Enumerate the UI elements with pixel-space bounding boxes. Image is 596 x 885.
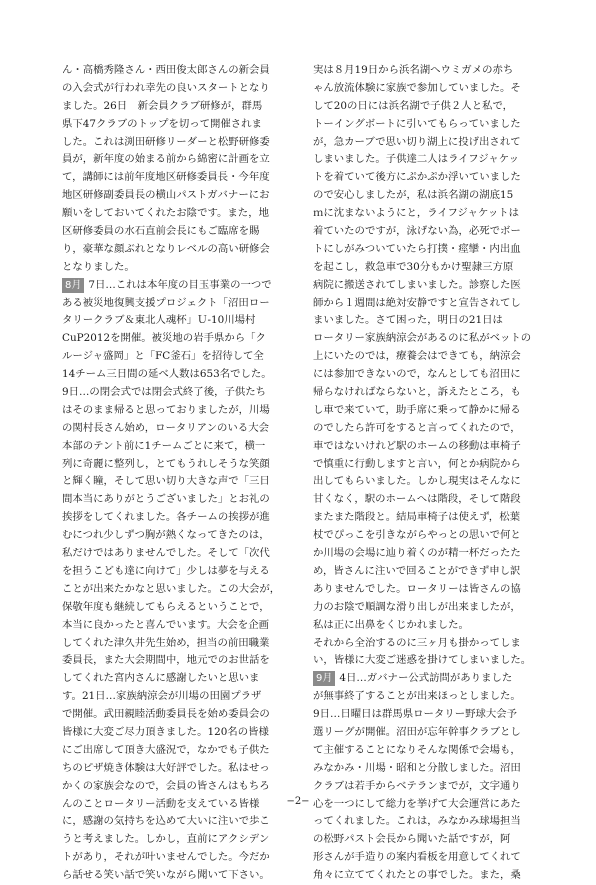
right-text-column <box>313 62 549 885</box>
month-heading-line <box>313 670 549 688</box>
text-line: 心を一つにして総力を挙げて大会運営にあた <box>313 797 521 810</box>
text-line: 甘くなく，駅のホームへは階段，そして階段 <box>313 493 521 506</box>
text-line: 出してもらいました。しかし現実はそんなに <box>313 475 521 488</box>
text-line: め，皆さんに注いで回ることができず申し訳 <box>313 564 521 577</box>
text-line: 地区研修副委員長の横山パストガバナーにお <box>62 189 270 202</box>
text-line: 区研修委員の水石直前会長にもご臨席を賜 <box>62 225 260 238</box>
text-line: 県下47クラブのトップを切って開催されま <box>62 117 262 130</box>
text-line: 9日…の閉会式では閉会式終了後，子供たち <box>62 386 267 399</box>
text-line: 上にいたのでは，療養会はできても，納涼会 <box>313 350 521 363</box>
text-line: にご出席して頂き大盛況で，なかでも子供た <box>62 743 270 756</box>
page-number: −2− <box>286 796 310 807</box>
text-line: ました。26日 新会員クラブ研修が，群馬 <box>62 99 263 112</box>
text-line: 形さんが手造りの案内看板を用意してくれて <box>313 851 521 864</box>
text-line: 委員長，また大会期間中，地元でのお世話を <box>62 654 270 667</box>
month-badge-september: 9月 <box>313 671 335 686</box>
text-line: の松野パスト会長から聞いた話ですが，阿 <box>313 833 511 846</box>
text-line: り，豪華な顔ぶれとなりレベルの高い研修会 <box>62 242 270 255</box>
text-line: 本部のテント前に1チームごとに来て，横一 <box>62 439 266 452</box>
text-line: うと考えました。しかし，直前にアクシデン <box>62 833 270 846</box>
text-line: トにしがみついていたら打撲・痙攣・内出血 <box>313 242 521 255</box>
text-line: ありませんでした。ロータリーは皆さんの協 <box>313 582 521 595</box>
text-line: 選リーグが開催。沼田が忘年幹事クラブとし <box>313 725 521 738</box>
text-line: タリークラブ＆東北人魂杯」Ｕ‐10川場村 <box>62 314 256 327</box>
text-line: 願いをしておいてくれたお陰です。また，地 <box>62 207 269 220</box>
text-line: 4日…ガバナー公式訪問がありました <box>339 672 513 685</box>
text-line: かくの家族会なので，会員の皆さんはもちろ <box>62 779 270 792</box>
text-line: ら話せる笑い話で笑いながら聞いて下さい。 <box>62 869 270 882</box>
text-line: トを着ていて後方にぷかぷか浮いていました <box>313 171 521 184</box>
text-line: 員が，新年度の始まる前から綿密に計画を立 <box>62 153 270 166</box>
text-line: のでしたら許可をすると言ってくれたので， <box>313 421 521 434</box>
text-line: 私だけではありませんでした。そして「次代 <box>62 547 270 560</box>
text-line: ことが出来たかなと思いました。この大会が， <box>62 582 281 595</box>
text-line: か川場の会場に辿り着くのが精一杯だったた <box>313 547 521 560</box>
text-line: 7日…これは本年度の目玉事業の一つで <box>88 278 272 291</box>
text-line: の関村長さん始め，ロータリアンのいる大会 <box>62 421 269 434</box>
text-line: し車で来ていて，助手席に乗って静かに帰る <box>313 403 521 416</box>
text-line: 杖でぴっこを引きながらやっとの思いで何と <box>313 529 521 542</box>
text-line: ので安心しましたが，私は浜名湖の湖底15 <box>313 189 514 202</box>
text-line: 師から１週間は絶対安静ですと宣告されてし <box>313 296 521 309</box>
text-line: で慎重に行動しますと言い，何とか病院から <box>313 457 521 470</box>
text-line: 病院に搬送されてしまいました。診察した医 <box>313 278 521 291</box>
text-line: むにつれ少しずつ胸が熱くなってきたのは， <box>62 529 270 542</box>
text-line: 14チーム三日間の延べ人数は653名でした。 <box>62 368 272 381</box>
text-line: ちのピザ焼き体験は大好評でした。私はせっ <box>62 761 270 774</box>
text-line: となりました。 <box>62 260 135 273</box>
text-line: 角々に立ててくれたとの事でした。また，桑 <box>313 869 521 882</box>
text-line: ゃん放流体験に家族で参加していました。そ <box>313 81 521 94</box>
text-line: CuP2012を開催。被災地の岩手県から「ク <box>62 332 266 345</box>
text-line: 力のお陰で順調な滑り出しが出来ましたが， <box>313 600 521 613</box>
text-line: ってくれました。これは，みなかみ球場担当 <box>313 815 521 828</box>
text-line: す。21日…家族納涼会が川場の田園プラザ <box>62 690 262 703</box>
text-line: 9日…日曜日は群馬県ロータリー野球大会予 <box>313 708 518 721</box>
text-line: には参加できないので，なんとしても沼田に <box>313 368 521 381</box>
text-line: で開催。武田親睦活動委員長を始め委員会の <box>62 708 270 721</box>
text-line: ある被災地復興支援プロジェクト「沼田ロー <box>62 296 270 309</box>
text-line: て，講師には前年度地区研修委員長・今年度 <box>62 171 270 184</box>
text-line: が，急カーブで思い切り湖上に投げ出されて <box>313 135 521 148</box>
text-line: ルージャ盛岡」と「FC釜石」を招待して全 <box>62 350 264 363</box>
text-line: 挨拶をしてくれました。各チームの挨拶が進 <box>62 511 270 524</box>
text-line: 車ではないけれど駅のホームの移動は車椅子 <box>313 439 521 452</box>
text-line: して20の日には浜名湖で子供２人と私で， <box>313 99 514 112</box>
text-line: んのことロータリー活動を支えている皆様 <box>62 797 260 810</box>
text-line: い，皆様に大変ご迷惑を掛けてしまいました。 <box>313 654 532 667</box>
text-line: トーイングボートに引いてもらっていました <box>313 117 521 130</box>
text-line: した。これは渕田研修リーダーと松野研修委 <box>62 135 270 148</box>
text-line: してくれた津久井先生始め，担当の前田職業 <box>62 636 270 649</box>
text-line: トがあり，それが叶いませんでした。今だか <box>62 851 270 864</box>
text-line: と輝く瞳，そして思い切り大きな声で「三日 <box>62 475 270 488</box>
text-line: が無事終了することが出来ほっとしました。 <box>313 690 521 703</box>
text-line: ｍに沈まないようにと，ライフジャケットは <box>313 207 520 220</box>
text-line: て主催することになりそんな関係で会場も， <box>313 743 521 756</box>
text-line: まいました。さて困った，明日の21日は <box>313 314 503 327</box>
text-line: 私は正に出鼻をくじかれました。 <box>313 618 469 631</box>
text-line: クラブは若手からベテランまでが，文字通り <box>313 779 521 792</box>
text-line: に，感謝の気持ちを込めて大いに注いで歩こ <box>62 815 270 828</box>
left-text-column <box>62 62 298 885</box>
text-line: の入会式が行われ幸先の良いスタートとなり <box>62 81 270 94</box>
text-line: を担うこども達に向けて」少しは夢を与える <box>62 564 270 577</box>
text-line: ん・高橋秀隆さん・西田俊太郎さんの新会員 <box>62 64 270 76</box>
month-heading-line <box>62 277 298 295</box>
text-line: してくれた宮内さんに感謝したいと思いま <box>62 672 260 685</box>
text-line: 本当に良かったと喜んでいます。大会を企画 <box>62 618 269 631</box>
text-line: またまた階段と。結局車椅子は使えず，松葉 <box>313 511 520 524</box>
text-line: を起こし，救急車で30分もかけ聖隷三方原 <box>313 260 514 273</box>
text-line: みなかみ・川場・昭和と分散しました。沼田 <box>313 761 521 774</box>
text-line: 皆様に大変ご尽力頂きました。120名の皆様 <box>62 725 269 738</box>
text-line: 実は８月19日から浜名湖へウミガメの赤ち <box>313 64 514 76</box>
text-line: しまいました。子供達二人はライフジャケッ <box>313 153 520 166</box>
text-line: 列に奇麗に整列し，とてもうれしそうな笑顔 <box>62 457 270 470</box>
text-line: 着ていたのですが，泳げない為，必死でボー <box>313 225 521 238</box>
text-line: はそのまま帰ると思っておりましたが，川場 <box>62 403 270 416</box>
text-line: 間本当にありがとうございました」とお礼の <box>62 493 270 506</box>
text-line: 保敬年度も継続してもらえるということで， <box>62 600 270 613</box>
month-badge-august: 8月 <box>62 278 84 293</box>
text-line: それから全治するのに三ヶ月も掛かってしま <box>313 636 521 649</box>
text-line: ロータリー家族納涼会があるのに私がベットの <box>313 332 532 345</box>
text-line: 帰らなければならないと，訴えたところ，も <box>313 386 521 399</box>
